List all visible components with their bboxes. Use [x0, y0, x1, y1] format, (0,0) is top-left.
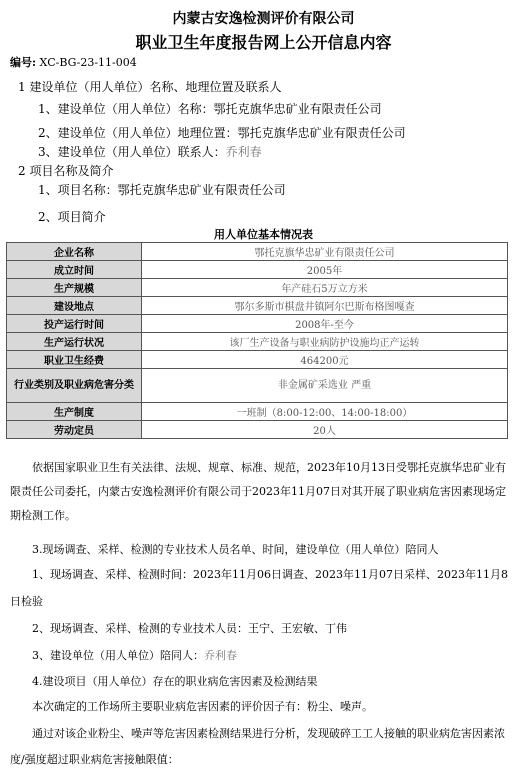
table-row [7, 351, 508, 369]
section2-item2: 2、项目简介 [38, 210, 106, 224]
section4-paragraph-line: 通过对该企业粉尘、噪声等危害因素检测结果进行分析，发现破碎工工人接触的职业病危害因素浓 [32, 727, 505, 740]
row-value: 一班制（8:00-12:00、14:00-18:00） [142, 403, 508, 421]
table-row [7, 333, 508, 351]
section1-item3-value: 乔利春 [225, 145, 262, 159]
section1-item3-label: 3、建设单位（用人单位）联系人： [38, 145, 226, 159]
section3-item2: 2、现场调查、采样、检测的专业技术人员：王宁、王宏敏、丁伟 [32, 622, 347, 635]
row-value: 鄂托克旗华忠矿业有限责任公司 [142, 243, 508, 261]
section3-item1-line: 1、现场调查、采样、检测时间：2023年11月06日调查、2023年11月07日采样、2023年11月8 [32, 568, 508, 581]
section1-item2 [38, 124, 406, 141]
row-value: 20人 [142, 421, 508, 439]
table-row [7, 315, 508, 333]
table-row [7, 261, 508, 279]
company-name: 内蒙古安逸检测评价有限公司 [172, 11, 355, 27]
row-value: 该厂生产设备与职业病防护设施均正产运转 [142, 333, 508, 351]
row-label: 企业名称 [7, 243, 142, 261]
table-title: 用人单位基本情况表 [214, 228, 313, 241]
row-value: 非金属矿采选业 严重 [142, 369, 508, 403]
report-code-label: 编号: [10, 56, 37, 69]
table-row [7, 421, 508, 439]
report-code [10, 54, 137, 70]
section1-item3 [38, 143, 262, 160]
section3-item3-label: 3、建设单位（用人单位）陪同人： [32, 649, 204, 662]
table-row [7, 369, 508, 403]
row-label: 建设地点 [7, 297, 142, 315]
section3-item3 [32, 644, 237, 668]
section4-paragraph-line: 度/强度超过职业病危害接触限值： [10, 753, 179, 766]
section3-item1-line: 日检验 [10, 595, 43, 608]
section2-heading: 2 项目名称及简介 [18, 164, 114, 178]
row-value: 鄂尔多斯市棋盘井镇阿尔巴斯布格图嘎查 [142, 297, 508, 315]
section2-item1-label: 1、项目名称： [38, 183, 118, 197]
row-value: 2008年-至今 [142, 315, 508, 333]
section4-paragraph: 本次确定的工作场所主要职业病危害因素的评价因子有：粉尘、噪声。 [32, 700, 373, 713]
table-row [7, 403, 508, 421]
paragraph-line: 期检测工作。 [10, 509, 76, 522]
report-code-value: XC-BG-23-11-004 [36, 56, 137, 69]
row-label: 投产运行时间 [7, 315, 142, 333]
row-value: 年产硅石5万立方米 [142, 279, 508, 297]
section4-heading: 4.建设项目（用人单位）存在的职业病危害因素及检测结果 [32, 675, 318, 688]
section2-item1-value: 鄂托克旗华忠矿业有限责任公司 [117, 183, 286, 197]
section1-item1 [38, 100, 382, 117]
section1-item1-value: 鄂托克旗华忠矿业有限责任公司 [213, 102, 382, 116]
section3-item3-value: 乔利春 [204, 649, 237, 662]
table-row [7, 243, 508, 261]
section1-item1-label: 1、建设单位（用人单位）名称： [38, 102, 214, 116]
row-label: 成立时间 [7, 261, 142, 279]
row-label: 生产规模 [7, 279, 142, 297]
section3-heading: 3.现场调查、采样、检测的专业技术人员名单、时间，建设单位（用人单位）陪同人 [32, 543, 439, 556]
row-value: 464200元 [142, 351, 508, 369]
row-label: 生产运行状况 [7, 333, 142, 351]
paragraph-line: 限责任公司委托，内蒙古安逸检测评价有限公司于2023年11月07日对其开展了职业病危害因素现场定 [10, 485, 506, 498]
paragraph-line: 依据国家职业卫生有关法律、法规、规章、标准、规范，2023年10月13日受鄂托克旗华忠矿业有 [32, 461, 506, 474]
row-label: 生产制度 [7, 403, 142, 421]
section1-item2-value: 鄂托克旗华忠矿业有限责任公司 [237, 126, 406, 140]
row-label: 劳动定员 [7, 421, 142, 439]
row-label: 行业类别及职业病危害分类 [7, 369, 142, 403]
section2-item1 [38, 181, 286, 198]
table-row [7, 297, 508, 315]
basic-info-table [6, 242, 508, 439]
page-title: 职业卫生年度报告网上公开信息内容 [135, 33, 392, 52]
section1-item2-label: 2、建设单位（用人单位）地理位置： [38, 126, 238, 140]
row-label: 职业卫生经费 [7, 351, 142, 369]
table-row [7, 279, 508, 297]
row-value: 2005年 [142, 261, 508, 279]
section1-heading: 1 建设单位（用人单位）名称、地理位置及联系人 [18, 80, 282, 94]
